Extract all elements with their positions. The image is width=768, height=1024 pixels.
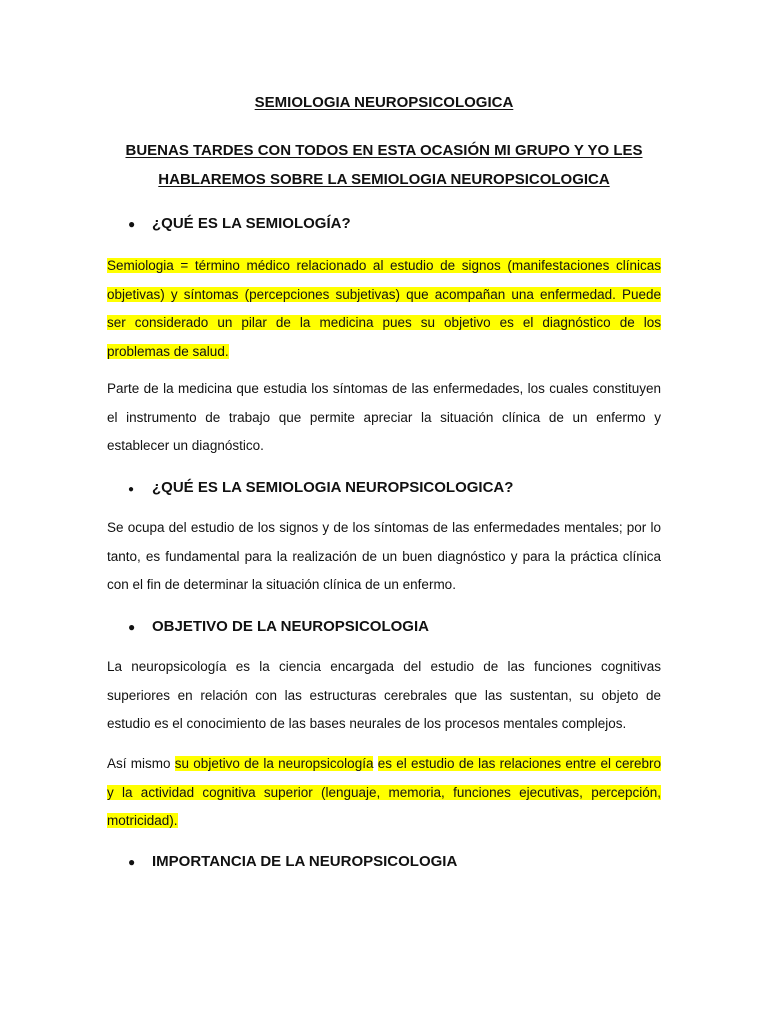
paragraph-line: Así mismo su objetivo de la neuropsicología es el estudio de las relaciones entre el cerebro bbox=[107, 756, 661, 771]
paragraph-line: con el fin de determinar la situación clínica de un enfermo. bbox=[107, 577, 456, 592]
paragraph-line: el instrumento de trabajo que permite apreciar la situación clínica de un enfermo y bbox=[107, 409, 661, 425]
subtitle-line: BUENAS TARDES CON TODOS EN ESTA OCASIÓN MI GRUPO Y YO LES bbox=[125, 142, 643, 159]
section-heading-text: IMPORTANCIA DE LA NEUROPSICOLOGIA bbox=[152, 853, 458, 870]
bullet-icon: ● bbox=[128, 855, 136, 869]
paragraph-line: establecer un diagnóstico. bbox=[107, 438, 264, 453]
paragraph-line: Semiologia = término médico relacionado al estudio de signos (manifestaciones clínicas bbox=[107, 258, 661, 273]
section-heading-text: ¿QUÉ ES LA SEMIOLOGIA NEUROPSICOLOGICA? bbox=[152, 479, 514, 496]
bullet-icon: ● bbox=[128, 484, 135, 495]
section-heading-objetivo-neuropsicologia bbox=[128, 618, 429, 636]
section-heading-que-es-semiologia bbox=[128, 215, 351, 233]
paragraph-semiologia-neuropsicologica bbox=[107, 514, 661, 600]
paragraph-line: problemas de salud. bbox=[107, 343, 229, 359]
paragraph-line: Parte de la medicina que estudia los síntomas de las enfermedades, los cuales constituyen bbox=[107, 381, 661, 396]
bullet-icon: ● bbox=[128, 620, 136, 634]
paragraph-semiologia-definition bbox=[107, 252, 661, 366]
paragraph-line: La neuropsicología es la ciencia encargada del estudio de las funciones cognitivas bbox=[107, 659, 661, 674]
subtitle-line: HABLAREMOS SOBRE LA SEMIOLOGIA NEUROPSICOLOGICA bbox=[158, 170, 610, 188]
document-title: SEMIOLOGIA NEUROPSICOLOGICA bbox=[254, 94, 514, 111]
paragraph-line: superiores en relación con las estructuras cerebrales que las sustentan, su objeto de bbox=[107, 687, 661, 703]
paragraph-neuropsicologia-objective bbox=[107, 750, 661, 836]
paragraph-line: Se ocupa del estudio de los signos y de los síntomas de las enfermedades mentales; por lo bbox=[107, 520, 661, 535]
paragraph-line: y la actividad cognitiva superior (lenguaje, memoria, funciones ejecutivas, percepción, bbox=[107, 784, 661, 800]
paragraph-neuropsicologia-definition bbox=[107, 653, 661, 739]
paragraph-semiologia-description bbox=[107, 375, 661, 461]
bullet-icon: ● bbox=[128, 217, 136, 231]
paragraph-line: ser considerado un pilar de la medicina pues su objetivo es el diagnóstico de los bbox=[107, 315, 661, 330]
paragraph-line: objetivas) y síntomas (percepciones subjetivas) que acompañan una enfermedad. Puede bbox=[107, 286, 661, 302]
paragraph-line: motricidad). bbox=[107, 813, 178, 828]
section-heading-text: ¿QUÉ ES LA SEMIOLOGÍA? bbox=[152, 215, 351, 232]
document-subtitle bbox=[110, 137, 658, 194]
section-heading-semiologia-neuropsicologica bbox=[128, 479, 513, 499]
section-heading-text: OBJETIVO DE LA NEUROPSICOLOGIA bbox=[152, 618, 429, 635]
paragraph-line: tanto, es fundamental para la realización de un buen diagnóstico y para la práctica clínica bbox=[107, 548, 661, 564]
paragraph-line: estudio es el conocimiento de las bases neurales de los procesos mentales complejos. bbox=[107, 716, 627, 731]
section-heading-importancia-neuropsicologia bbox=[128, 853, 457, 871]
